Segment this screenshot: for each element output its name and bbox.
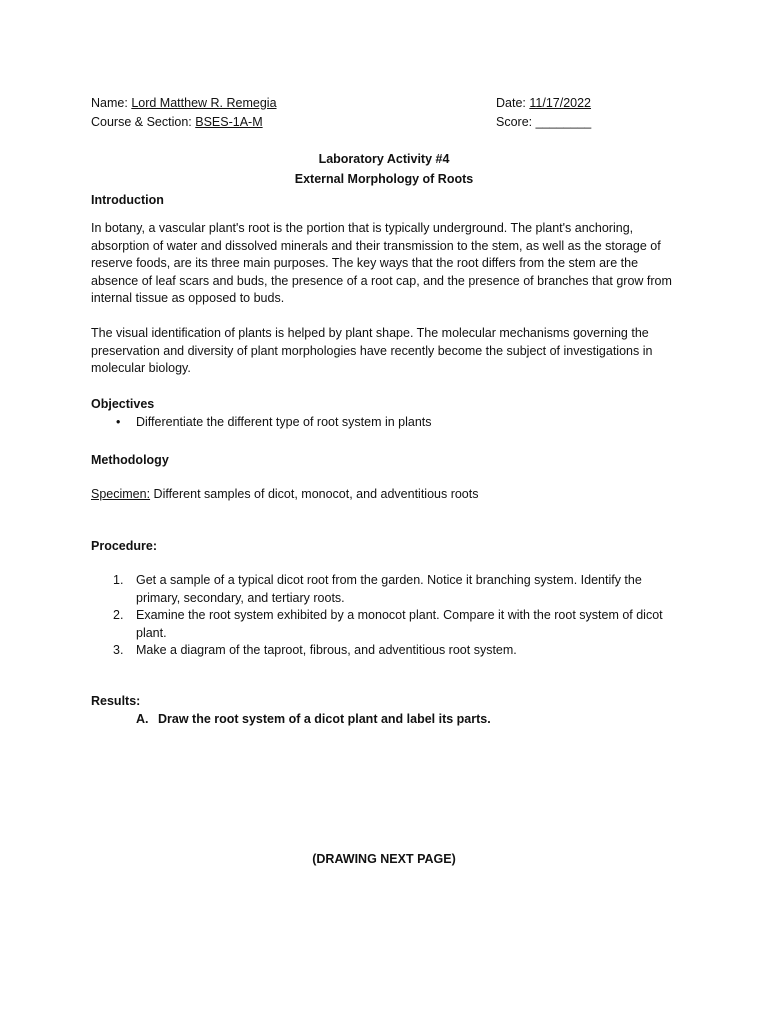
score-line (496, 114, 591, 132)
procedure-step (91, 572, 681, 607)
procedure-heading: Procedure: (91, 539, 157, 553)
activity-title: Laboratory Activity #4 (318, 152, 450, 166)
date-value: 11/17/2022 (529, 96, 592, 110)
course-label: Course & Section: (91, 115, 192, 129)
results-item-text: Draw the root system of a dicot plant and label its parts. (158, 712, 491, 726)
date-line (496, 95, 591, 113)
step-number: 3. (113, 643, 124, 657)
step-number: 2. (113, 608, 124, 622)
methodology-heading: Methodology (91, 453, 169, 467)
introduction-paragraph-1: In botany, a vascular plant's root is the portion that is typically underground. The plant's anchoring, absorption of water and dissolved minerals and their transmission to the stem, as well as the storage of reserve foods, are its three main purposes. The key ways that the root differs from the stem are the absence of leaf scars and buds, the presence of a root cap, and the presence of branches that grow from internal tissue as opposed to buds. (91, 221, 672, 305)
step-text: Make a diagram of the taproot, fibrous, and adventitious root system. (136, 643, 517, 657)
score-value: ________ (535, 115, 592, 129)
name-value: Lord Matthew R. Remegia (131, 96, 277, 110)
score-label: Score: (496, 115, 533, 129)
objectives-heading: Objectives (91, 397, 155, 411)
drawing-next-page-note: (DRAWING NEXT PAGE) (312, 852, 456, 866)
specimen-line (91, 486, 478, 504)
specimen-text: Different samples of dicot, monocot, and adventitious roots (150, 487, 479, 501)
objective-item: Differentiate the different type of root system in plants (136, 415, 432, 429)
results-heading: Results: (91, 694, 141, 708)
specimen-label: Specimen: (91, 487, 151, 501)
step-number: 1. (113, 573, 124, 587)
name-label: Name: (91, 96, 128, 110)
procedure-step (91, 607, 681, 642)
step-text: Get a sample of a typical dicot root from the garden. Notice it branching system. Identify the primary, secondary, and tertiary roots. (136, 573, 642, 605)
procedure-list (91, 572, 681, 660)
course-line (91, 114, 263, 132)
procedure-step (91, 642, 681, 660)
course-value: BSES-1A-M (195, 115, 263, 129)
name-line (91, 95, 277, 113)
bullet-icon: • (116, 415, 121, 429)
step-text: Examine the root system exhibited by a monocot plant. Compare it with the root system of dicot plant. (136, 608, 663, 640)
results-item-letter: A. (136, 712, 149, 726)
date-label: Date: (496, 96, 526, 110)
introduction-heading: Introduction (91, 193, 164, 207)
activity-subtitle: External Morphology of Roots (294, 172, 474, 186)
introduction-paragraph-2: The visual identification of plants is helped by plant shape. The molecular mechanisms governing the preservation and diversity of plant morphologies have recently become the subject of investigations in molecular biology. (91, 326, 653, 375)
